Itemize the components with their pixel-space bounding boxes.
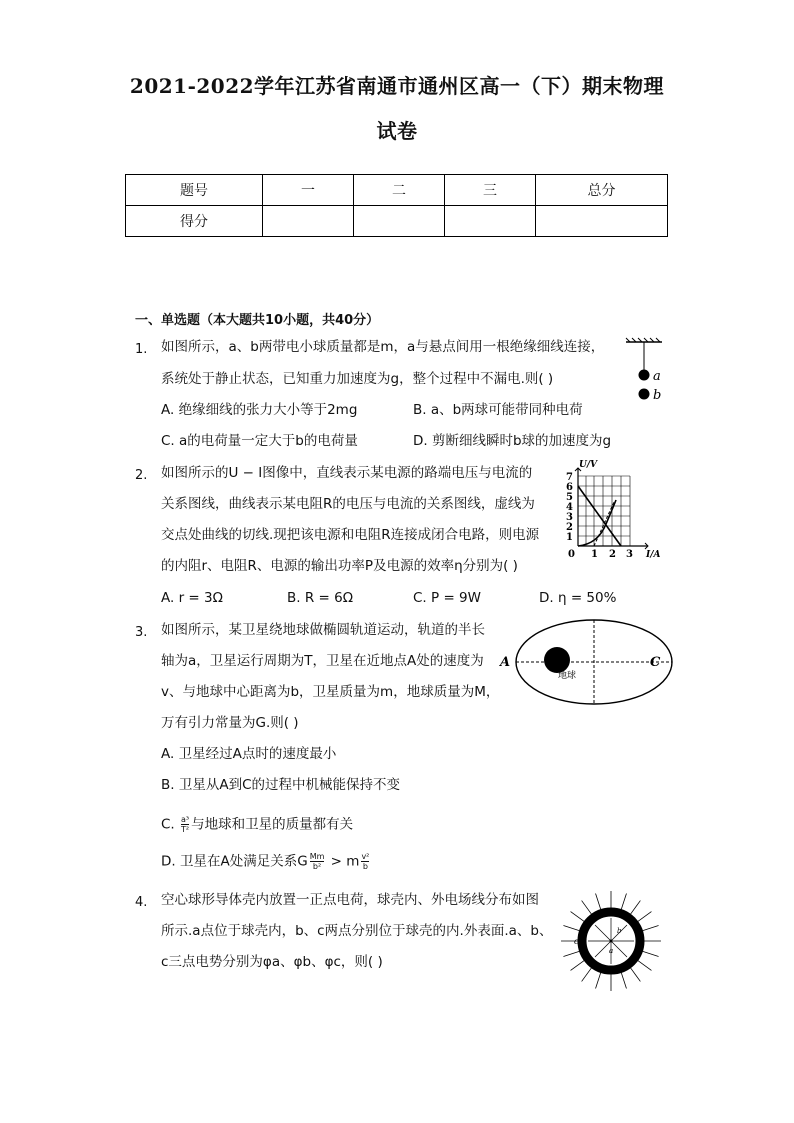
field-line — [582, 968, 592, 982]
fraction-denominator: b² — [312, 862, 322, 871]
question-stem-line: 空心球形导体壳内放置一正点电荷，球壳内、外电场线分布如图 — [161, 892, 539, 908]
fraction-numerator: v² — [361, 852, 370, 861]
question-stem-line: 关系图线，曲线表示某电阻R的电压与电流的关系图线，虚线为 — [161, 496, 535, 512]
question-stem-line: 所示.a点位于球壳内，b、c两点分别位于球壳的内.外表面.a、b、 — [161, 923, 553, 939]
option-b: B. 卫星从A到C的过程中机械能保持不变 — [161, 777, 401, 793]
score-cell[interactable] — [445, 206, 536, 237]
fraction — [181, 815, 189, 834]
y-tick: 7 — [566, 472, 573, 483]
field-line — [621, 893, 626, 909]
field-line — [638, 912, 652, 922]
figure-spherical-shell — [561, 887, 661, 997]
field-line — [642, 951, 658, 956]
figure-hanging-balls — [622, 338, 672, 408]
header-cell: 题号 — [126, 175, 263, 206]
header-cell: 三 — [445, 175, 536, 206]
question-stem-line: 轴为a，卫星运行周期为T，卫星在近地点A处的速度为 — [161, 653, 484, 669]
paper-title-line1: 2021-2022学年江苏省南通市通州区高一（下）期末物理 — [129, 74, 665, 98]
point-c-label: C — [650, 655, 661, 670]
option-c: C. $\frac{\text{a³}}{\text{T²}}$ 与地球和卫星的质量都有关 — [161, 815, 354, 834]
option-d-text: > m — [326, 853, 360, 870]
y-axis-label: U/V — [579, 460, 598, 470]
ball-b — [639, 389, 650, 400]
field-line — [582, 901, 592, 915]
field-line — [596, 972, 601, 988]
option-c-text: 与地球和卫星的质量都有关 — [191, 816, 354, 833]
point-a-label: a — [609, 947, 614, 955]
question-stem-line: 的内阻r、电阻R、电源的输出功率P及电源的效率η分别为( ) — [161, 558, 518, 574]
paper-title-line2: 试卷 — [376, 119, 418, 143]
question-stem-line: 如图所示，某卫星绕地球做椭圆轨道运动，轨道的半长 — [161, 622, 485, 638]
x-axis-label: I/A — [646, 550, 661, 560]
fraction-denominator: b — [362, 862, 368, 871]
option-d: D. 剪断细线瞬时b球的加速度为g — [413, 433, 612, 449]
question-stem-line: 系统处于静止状态，已知重力加速度为g，整个过程中不漏电.则( ) — [161, 371, 554, 387]
fraction-numerator: a³ — [181, 815, 190, 824]
score-cell[interactable] — [354, 206, 445, 237]
score-row-label: 得分 — [126, 206, 263, 237]
question-number: 4. — [135, 895, 148, 910]
y-tick: 1 — [566, 532, 573, 543]
figure-ui-graph — [562, 462, 662, 562]
x-tick: 1 — [591, 549, 598, 560]
question-stem-line: 如图所示的U − I图像中，直线表示某电源的路端电压与电流的 — [161, 465, 533, 481]
x-tick: 3 — [626, 549, 633, 560]
question-number: 3. — [135, 625, 148, 640]
fraction-numerator: Mm — [309, 852, 325, 861]
question-number: 1. — [135, 342, 148, 357]
label-a: a — [653, 369, 661, 384]
header-cell: 总分 — [536, 175, 668, 206]
fraction — [310, 852, 325, 871]
fraction — [361, 852, 369, 871]
y-tick: 4 — [566, 502, 573, 513]
y-tick: 3 — [566, 512, 573, 523]
score-cell[interactable] — [263, 206, 354, 237]
header-cell: 一 — [263, 175, 354, 206]
field-line — [563, 951, 579, 956]
point-b-label: b — [617, 927, 622, 935]
field-line — [571, 960, 585, 970]
ball-a — [639, 370, 650, 381]
x-tick: 0 — [568, 549, 575, 560]
field-line — [563, 926, 579, 931]
earth-label: 地球 — [558, 671, 577, 681]
score-table — [125, 174, 668, 237]
field-line — [630, 968, 640, 982]
point-c-label: c — [574, 937, 579, 946]
y-tick: 2 — [566, 522, 573, 533]
field-line — [638, 960, 652, 970]
option-a: A. r = 3Ω — [161, 590, 223, 606]
field-line — [630, 901, 640, 915]
field-line — [642, 926, 658, 931]
option-b: B. a、b两球可能带同种电荷 — [413, 402, 583, 418]
section-heading: 一、单选题（本大题共10小题，共40分） — [135, 313, 380, 328]
y-tick: 5 — [566, 492, 573, 503]
option-b: B. R = 6Ω — [287, 590, 354, 606]
question-stem-line: v、与地球中心距离为b，卫星质量为m，地球质量为M， — [161, 684, 500, 700]
option-d-text: D. 卫星在A处满足关系G — [161, 853, 308, 870]
fraction-denominator: T² — [181, 825, 190, 834]
point-a-label: A — [500, 655, 511, 670]
field-line — [621, 972, 626, 988]
header-cell: 二 — [354, 175, 445, 206]
y-tick: 6 — [566, 482, 573, 493]
option-a: A. 绝缘细线的张力大小等于2mg — [161, 402, 358, 418]
x-tick: 2 — [609, 549, 616, 560]
earth — [544, 647, 570, 673]
question-stem-line: c三点电势分别为φa、φb、φc，则( ) — [161, 954, 383, 970]
option-c: C. a的电荷量一定大于b的电荷量 — [161, 433, 358, 449]
option-d — [161, 852, 371, 871]
score-table-header-row — [126, 175, 668, 206]
option-d: D. η = 50% — [539, 590, 617, 606]
field-line — [571, 912, 585, 922]
score-cell[interactable] — [536, 206, 668, 237]
tangent-line — [594, 502, 614, 546]
label-b: b — [653, 388, 662, 403]
question-stem-line: 如图所示，a、b两带电小球质量都是m，a与悬点间用一根绝缘细线连接， — [161, 339, 605, 355]
option-c: C. P = 9W — [413, 590, 481, 606]
question-stem-line: 交点处曲线的切线.现把该电源和电阻R连接成闭合电路，则电源 — [161, 527, 540, 543]
question-number: 2. — [135, 468, 148, 483]
question-stem-line: 万有引力常量为G.则( ) — [161, 715, 299, 731]
option-a: A. 卫星经过A点时的速度最小 — [161, 746, 337, 762]
score-table-score-row — [126, 206, 668, 237]
field-line — [596, 893, 601, 909]
figure-elliptical-orbit — [500, 617, 672, 707]
